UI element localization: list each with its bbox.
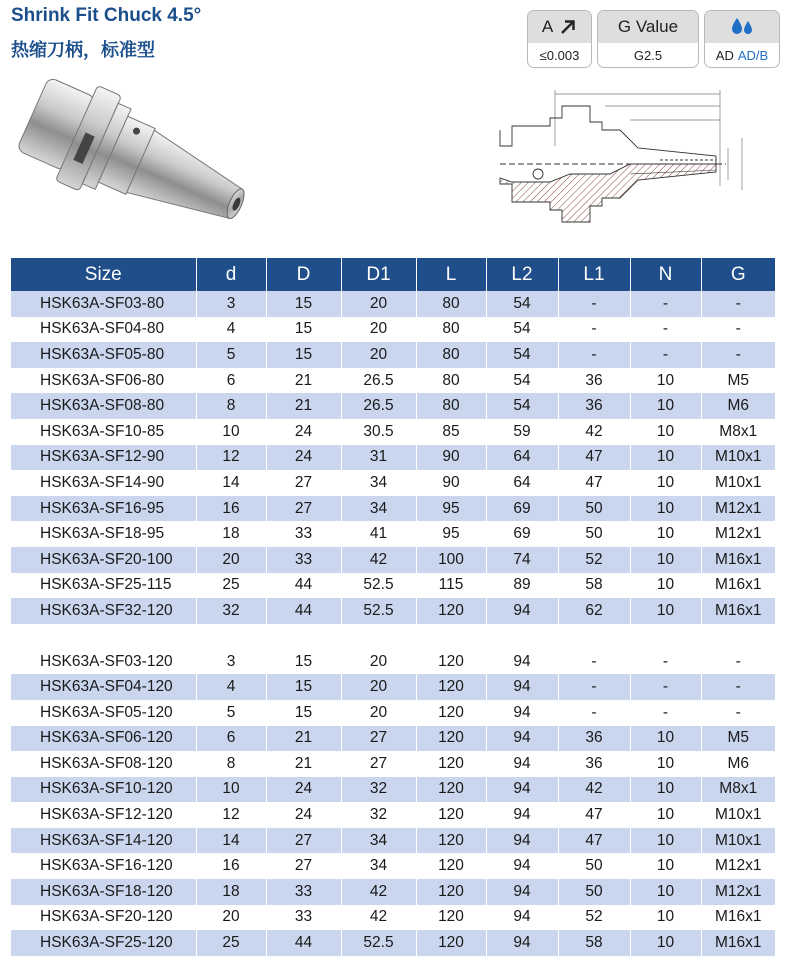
table-cell: 120 (416, 598, 486, 624)
size-cell: HSK63A-SF05-120 (11, 700, 196, 726)
table-cell: 30.5 (341, 419, 416, 445)
size-cell: HSK63A-SF16-95 (11, 496, 196, 522)
table-cell: 10 (630, 470, 701, 496)
table-cell: 42 (341, 905, 416, 931)
size-cell: HSK63A-SF25-120 (11, 930, 196, 956)
table-cell: 62 (558, 598, 630, 624)
table-cell: 52.5 (341, 930, 416, 956)
table-cell: 10 (630, 828, 701, 854)
table-cell: 10 (630, 393, 701, 419)
size-cell: HSK63A-SF16-120 (11, 853, 196, 879)
table-cell: - (558, 700, 630, 726)
table-cell: M12x1 (701, 521, 775, 547)
table-cell: 94 (486, 879, 558, 905)
table-cell: 120 (416, 726, 486, 752)
table-cell: M12x1 (701, 879, 775, 905)
table-cell: 10 (630, 726, 701, 752)
table-cell: 54 (486, 368, 558, 394)
table-cell: 64 (486, 470, 558, 496)
table-cell: 42 (558, 777, 630, 803)
table-cell: 120 (416, 879, 486, 905)
accuracy-value: ≤0.003 (539, 47, 580, 63)
table-cell: 50 (558, 879, 630, 905)
table-cell: 15 (266, 317, 341, 343)
table-cell: 15 (266, 700, 341, 726)
table-cell: 52 (558, 905, 630, 931)
shrink-chuck-photo (12, 72, 262, 252)
table-cell: 20 (341, 700, 416, 726)
table-cell: - (558, 317, 630, 343)
table-cell: 26.5 (341, 393, 416, 419)
table-cell: 21 (266, 393, 341, 419)
table-cell: M8x1 (701, 777, 775, 803)
column-header: D (266, 258, 341, 291)
balance-label: G Value (617, 17, 679, 36)
table-row (11, 649, 775, 675)
table-row (11, 930, 775, 956)
table-cell: 120 (416, 905, 486, 931)
table-cell: 16 (196, 853, 266, 879)
table-cell: 94 (486, 751, 558, 777)
specification-table (11, 258, 775, 956)
table-cell: 54 (486, 317, 558, 343)
table-cell: 80 (416, 317, 486, 343)
table-cell: 120 (416, 777, 486, 803)
table-cell: 74 (486, 547, 558, 573)
table-cell: 14 (196, 470, 266, 496)
table-cell: 3 (196, 291, 266, 317)
table-cell: 94 (486, 674, 558, 700)
table-cell: 47 (558, 445, 630, 471)
table-cell: 20 (341, 342, 416, 368)
table-cell: 90 (416, 445, 486, 471)
table-cell: 52.5 (341, 573, 416, 599)
table-cell: - (558, 342, 630, 368)
table-cell: 18 (196, 521, 266, 547)
table-cell: 3 (196, 649, 266, 675)
coolant-value-ad: AD (715, 47, 734, 63)
table-row (11, 445, 775, 471)
table-row (11, 700, 775, 726)
table-cell: 58 (558, 930, 630, 956)
balance-spec-box (597, 10, 699, 68)
table-header-row (11, 258, 775, 291)
table-cell: 27 (266, 470, 341, 496)
table-cell: 120 (416, 751, 486, 777)
table-cell: 10 (196, 777, 266, 803)
table-cell: 34 (341, 496, 416, 522)
table-cell: 120 (416, 649, 486, 675)
table-cell: 10 (196, 419, 266, 445)
table-cell: 59 (486, 419, 558, 445)
table-cell: 10 (630, 930, 701, 956)
size-cell: HSK63A-SF20-120 (11, 905, 196, 931)
size-cell: HSK63A-SF18-120 (11, 879, 196, 905)
table-cell: 42 (341, 879, 416, 905)
size-cell: HSK63A-SF12-120 (11, 802, 196, 828)
table-cell: 94 (486, 828, 558, 854)
table-cell: 95 (416, 496, 486, 522)
table-cell: 10 (630, 573, 701, 599)
table-row (11, 828, 775, 854)
table-row (11, 521, 775, 547)
size-cell: HSK63A-SF10-120 (11, 777, 196, 803)
coolant-value-adb: AD/B (737, 47, 769, 63)
table-cell: 20 (341, 317, 416, 343)
technical-drawing (490, 86, 758, 238)
column-header: N (630, 258, 701, 291)
table-cell: 95 (416, 521, 486, 547)
table-cell: 69 (486, 521, 558, 547)
table-cell: 69 (486, 496, 558, 522)
table-cell: 10 (630, 445, 701, 471)
table-cell: 94 (486, 598, 558, 624)
table-row (11, 802, 775, 828)
size-cell: HSK63A-SF10-85 (11, 419, 196, 445)
size-cell: HSK63A-SF20-100 (11, 547, 196, 573)
table-cell: 27 (266, 496, 341, 522)
coolant-drops-icon (729, 16, 755, 38)
table-cell: 24 (266, 802, 341, 828)
table-cell: - (630, 291, 701, 317)
table-cell: 32 (196, 598, 266, 624)
table-cell: 15 (266, 342, 341, 368)
table-cell: M10x1 (701, 802, 775, 828)
table-cell: 5 (196, 700, 266, 726)
table-cell: M16x1 (701, 930, 775, 956)
table-cell: - (630, 649, 701, 675)
table-cell: 20 (196, 905, 266, 931)
table-cell: 120 (416, 853, 486, 879)
accuracy-spec-box (527, 10, 592, 68)
table-cell: 115 (416, 573, 486, 599)
table-cell: 14 (196, 828, 266, 854)
table-cell: M16x1 (701, 598, 775, 624)
table-row (11, 905, 775, 931)
table-cell: 64 (486, 445, 558, 471)
table-cell: 58 (558, 573, 630, 599)
table-cell: 10 (630, 751, 701, 777)
table-row (11, 291, 775, 317)
table-cell: 47 (558, 802, 630, 828)
table-cell: 10 (630, 419, 701, 445)
table-cell: 44 (266, 573, 341, 599)
table-row (11, 853, 775, 879)
table-cell: 10 (630, 853, 701, 879)
table-cell: 85 (416, 419, 486, 445)
table-cell: 12 (196, 802, 266, 828)
table-cell: M5 (701, 368, 775, 394)
table-cell: - (701, 649, 775, 675)
table-row (11, 777, 775, 803)
table-cell: M12x1 (701, 496, 775, 522)
size-cell: HSK63A-SF04-120 (11, 674, 196, 700)
table-cell: 21 (266, 368, 341, 394)
size-cell: HSK63A-SF05-80 (11, 342, 196, 368)
table-cell: 120 (416, 828, 486, 854)
table-cell: 32 (341, 802, 416, 828)
table-cell: 42 (558, 419, 630, 445)
table-cell: 54 (486, 342, 558, 368)
table-cell: 10 (630, 547, 701, 573)
table-cell: 27 (341, 751, 416, 777)
table-cell: 50 (558, 853, 630, 879)
table-cell: 52 (558, 547, 630, 573)
table-cell: 94 (486, 777, 558, 803)
column-header: L (416, 258, 486, 291)
table-cell: 54 (486, 393, 558, 419)
table-cell: 80 (416, 393, 486, 419)
size-cell: HSK63A-SF03-120 (11, 649, 196, 675)
table-cell: 36 (558, 751, 630, 777)
table-cell: 94 (486, 726, 558, 752)
table-cell: 94 (486, 802, 558, 828)
table-cell: - (630, 317, 701, 343)
table-cell: 54 (486, 291, 558, 317)
table-cell: M16x1 (701, 573, 775, 599)
table-cell: 32 (341, 777, 416, 803)
size-cell: HSK63A-SF04-80 (11, 317, 196, 343)
table-cell: M5 (701, 726, 775, 752)
table-cell: 26.5 (341, 368, 416, 394)
table-cell: M16x1 (701, 905, 775, 931)
table-cell: 90 (416, 470, 486, 496)
size-cell: HSK63A-SF25-115 (11, 573, 196, 599)
table-cell: 80 (416, 368, 486, 394)
table-cell: - (558, 649, 630, 675)
table-cell: 50 (558, 521, 630, 547)
table-cell: 47 (558, 470, 630, 496)
table-cell: 27 (266, 828, 341, 854)
table-cell: 34 (341, 853, 416, 879)
group-separator (11, 624, 775, 649)
table-cell: - (701, 700, 775, 726)
table-cell: 10 (630, 496, 701, 522)
table-row (11, 879, 775, 905)
table-cell: 34 (341, 470, 416, 496)
column-header: Size (11, 258, 196, 291)
balance-value: G2.5 (633, 47, 663, 63)
table-cell: M10x1 (701, 445, 775, 471)
table-cell: - (558, 674, 630, 700)
table-row (11, 419, 775, 445)
size-cell: HSK63A-SF08-120 (11, 751, 196, 777)
table-row (11, 368, 775, 394)
table-cell: 120 (416, 674, 486, 700)
column-header: L2 (486, 258, 558, 291)
table-cell: 15 (266, 291, 341, 317)
table-cell: 21 (266, 726, 341, 752)
table-cell: 120 (416, 802, 486, 828)
column-header: D1 (341, 258, 416, 291)
table-cell: 20 (341, 674, 416, 700)
table-cell: 25 (196, 930, 266, 956)
table-row (11, 342, 775, 368)
table-cell: 20 (341, 649, 416, 675)
table-cell: 94 (486, 700, 558, 726)
table-cell: M10x1 (701, 470, 775, 496)
table-cell: - (630, 700, 701, 726)
table-cell: 50 (558, 496, 630, 522)
table-row (11, 573, 775, 599)
table-cell: 52.5 (341, 598, 416, 624)
table-cell: 94 (486, 905, 558, 931)
table-cell: 12 (196, 445, 266, 471)
table-cell: 41 (341, 521, 416, 547)
table-cell: 31 (341, 445, 416, 471)
table-cell: 36 (558, 393, 630, 419)
table-row (11, 496, 775, 522)
table-cell: M6 (701, 751, 775, 777)
table-cell: 4 (196, 317, 266, 343)
size-cell: HSK63A-SF14-120 (11, 828, 196, 854)
table-cell: 120 (416, 700, 486, 726)
table-cell: 18 (196, 879, 266, 905)
table-cell: 27 (266, 853, 341, 879)
table-cell: 27 (341, 726, 416, 752)
table-cell: M12x1 (701, 853, 775, 879)
table-cell: M6 (701, 393, 775, 419)
table-cell: 10 (630, 905, 701, 931)
table-cell: 6 (196, 368, 266, 394)
table-cell: 24 (266, 777, 341, 803)
table-cell: 33 (266, 905, 341, 931)
table-cell: 10 (630, 521, 701, 547)
table-cell: M10x1 (701, 828, 775, 854)
table-cell: - (558, 291, 630, 317)
table-cell: 10 (630, 598, 701, 624)
size-cell: HSK63A-SF03-80 (11, 291, 196, 317)
table-cell: 20 (196, 547, 266, 573)
size-cell: HSK63A-SF08-80 (11, 393, 196, 419)
table-cell: - (701, 291, 775, 317)
table-cell: 94 (486, 649, 558, 675)
table-row (11, 751, 775, 777)
table-cell: 47 (558, 828, 630, 854)
column-header: G (701, 258, 775, 291)
table-row (11, 674, 775, 700)
table-cell: 33 (266, 521, 341, 547)
table-cell: 20 (341, 291, 416, 317)
table-cell: 33 (266, 547, 341, 573)
table-cell: 10 (630, 777, 701, 803)
table-body (11, 291, 775, 956)
table-cell: 10 (630, 368, 701, 394)
table-cell: M16x1 (701, 547, 775, 573)
table-cell: 15 (266, 649, 341, 675)
table-cell: 15 (266, 674, 341, 700)
table-row (11, 726, 775, 752)
table-cell: 33 (266, 879, 341, 905)
table-cell: 8 (196, 393, 266, 419)
table-row (11, 598, 775, 624)
table-cell: 10 (630, 879, 701, 905)
table-cell: 10 (630, 802, 701, 828)
product-title: Shrink Fit Chuck 4.5° (11, 5, 202, 26)
table-cell: 44 (266, 930, 341, 956)
table-cell: 6 (196, 726, 266, 752)
table-cell: - (630, 674, 701, 700)
table-cell: - (630, 342, 701, 368)
table-cell: 94 (486, 853, 558, 879)
table-cell: 34 (341, 828, 416, 854)
table-row (11, 470, 775, 496)
table-cell: 42 (341, 547, 416, 573)
table-cell: 25 (196, 573, 266, 599)
table-row (11, 393, 775, 419)
table-cell: 89 (486, 573, 558, 599)
table-cell: 8 (196, 751, 266, 777)
size-cell: HSK63A-SF06-80 (11, 368, 196, 394)
table-cell: 4 (196, 674, 266, 700)
size-cell: HSK63A-SF12-90 (11, 445, 196, 471)
product-subtitle: 热缩刀柄，标准型 (11, 40, 155, 61)
table-cell: - (701, 342, 775, 368)
table-cell: 36 (558, 726, 630, 752)
table-cell: 120 (416, 930, 486, 956)
table-row (11, 317, 775, 343)
table-cell: 24 (266, 445, 341, 471)
table-cell: 100 (416, 547, 486, 573)
table-cell: 44 (266, 598, 341, 624)
table-cell: 21 (266, 751, 341, 777)
coolant-spec-box (704, 10, 780, 68)
size-cell: HSK63A-SF32-120 (11, 598, 196, 624)
table-cell: 24 (266, 419, 341, 445)
table-cell: 80 (416, 342, 486, 368)
table-cell: - (701, 674, 775, 700)
column-header: L1 (558, 258, 630, 291)
table-cell: - (701, 317, 775, 343)
table-cell: 5 (196, 342, 266, 368)
table-row (11, 547, 775, 573)
table-cell: 80 (416, 291, 486, 317)
accuracy-label: A (541, 17, 554, 36)
arrow-up-right-icon (559, 18, 577, 36)
table-cell: 16 (196, 496, 266, 522)
table-cell: M8x1 (701, 419, 775, 445)
size-cell: HSK63A-SF06-120 (11, 726, 196, 752)
size-cell: HSK63A-SF14-90 (11, 470, 196, 496)
table-cell: 94 (486, 930, 558, 956)
size-cell: HSK63A-SF18-95 (11, 521, 196, 547)
column-header: d (196, 258, 266, 291)
table-cell: 36 (558, 368, 630, 394)
